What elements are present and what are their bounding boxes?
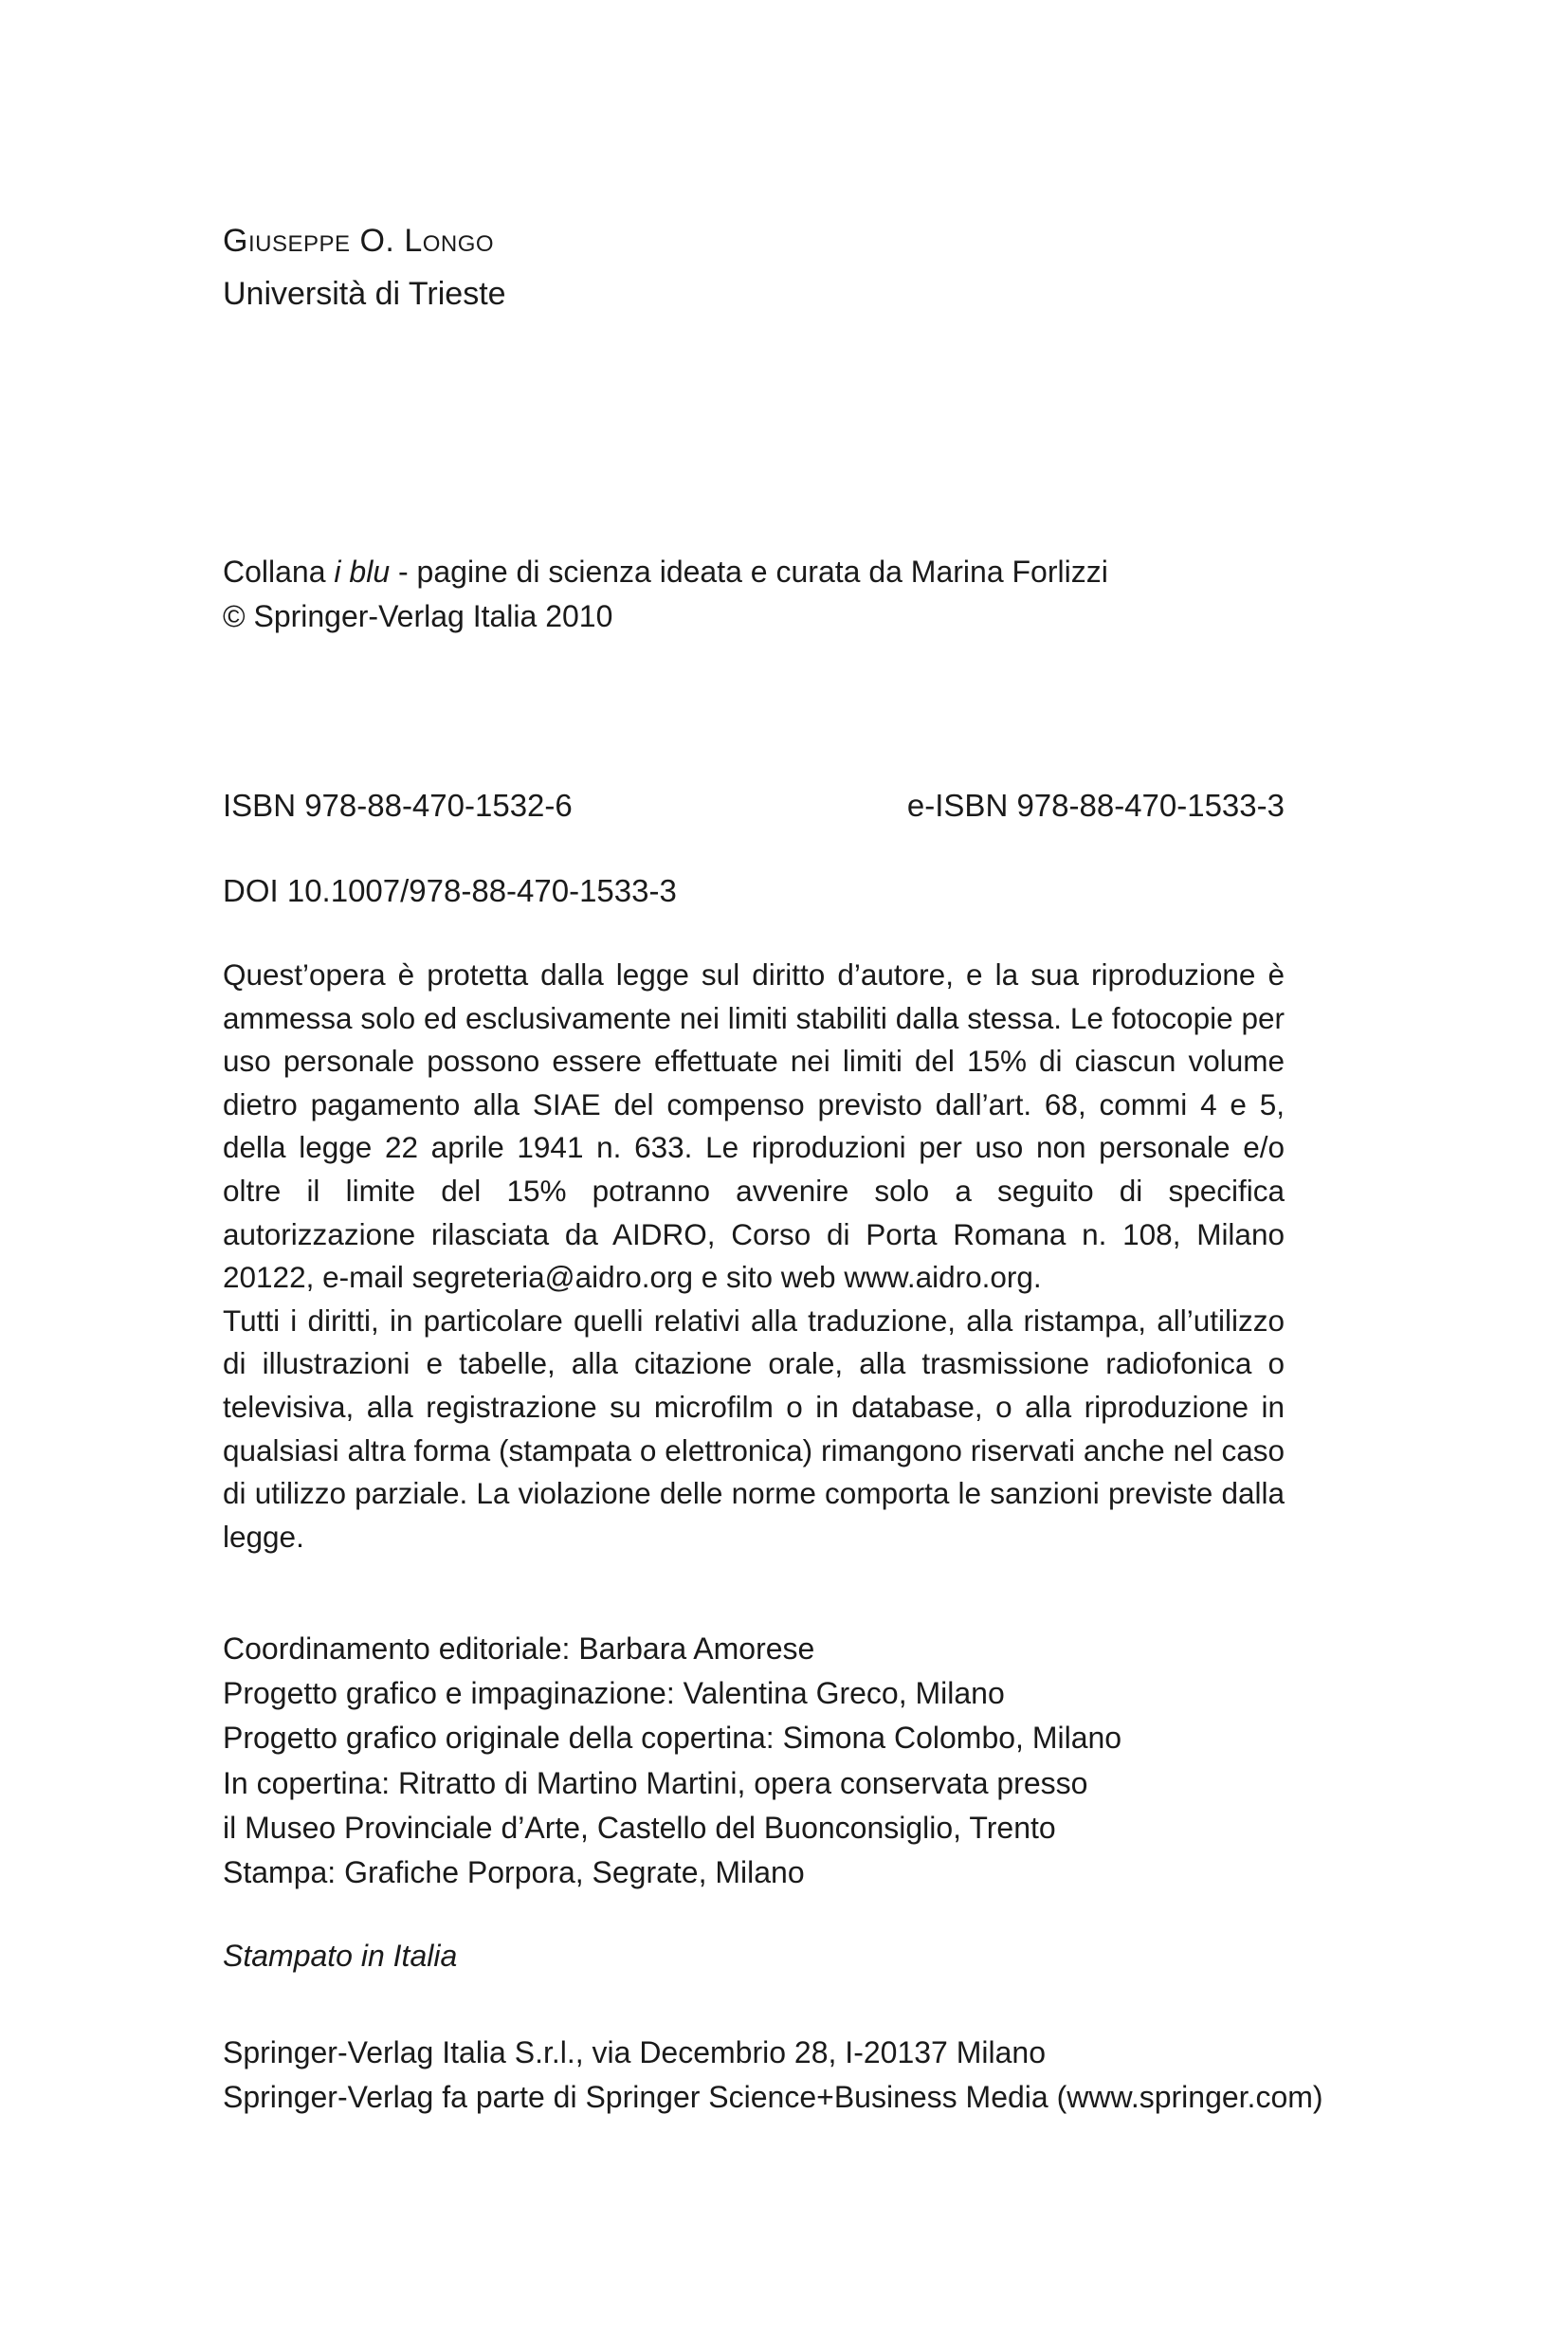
isbn: ISBN 978-88-470-1532-6 [223, 788, 573, 823]
publisher-address: Springer-Verlag Italia S.r.l., via Decembrio 28, I-20137 Milano [223, 2035, 1046, 2069]
series-name: i blu [334, 555, 391, 589]
author-affiliation: Università di Trieste [223, 276, 506, 312]
doi-block [223, 868, 1285, 913]
credit-line: Progetto grafico originale della copertina: Simona Colombo, Milano [223, 1721, 1122, 1756]
credit-line: Stampa: Grafiche Porpora, Segrate, Milano [223, 1855, 805, 1890]
credits-block [223, 1627, 1285, 1895]
credit-line: il Museo Provinciale d’Arte, Castello del Buonconsiglio, Trento [223, 1810, 1056, 1845]
doi: DOI 10.1007/978-88-470-1533-3 [223, 873, 677, 908]
author-block [223, 216, 1285, 319]
credit-line: Coordinamento editoriale: Barbara Amorese [223, 1631, 815, 1666]
printed-in-block [223, 1934, 1285, 1978]
legal-paragraph-2: Tutti i diritti, in particolare quelli relativi alla traduzione, alla ristampa, all’utilizzo di illustrazioni e tabelle, alla citazione orale, alla trasmissione radiofonica o televisiva, alla registrazione su microfilm o in database, o alla riproduzione in qualsiasi altra forma (stampata o elettronica) rimangono riservati anche nel caso di utilizzo parziale. La violazione delle norme comporta le sanzioni previste dalla legge. [223, 1303, 1285, 1554]
credit-line: Progetto grafico e impaginazione: Valentina Greco, Milano [223, 1676, 1005, 1711]
publisher-block [223, 2031, 1323, 2120]
legal-notice [223, 954, 1285, 1558]
e-isbn: e-ISBN 978-88-470-1533-3 [906, 788, 1285, 823]
copyright-line: © Springer-Verlag Italia 2010 [223, 599, 613, 633]
series-block [223, 550, 1285, 639]
series-line: Collana i blu - pagine di scienza ideata e curata da Marina Forlizzi [223, 555, 1108, 589]
credit-line: In copertina: Ritratto di Martino Martini, opera conservata presso [223, 1765, 1088, 1800]
isbn-row [223, 783, 1285, 828]
legal-paragraph-1: Quest’opera è protetta dalla legge sul diritto d’autore, e la sua riproduzione è ammessa solo ed esclusivamente nei limiti stabiliti dalla stessa. Le fotocopie per uso personale possono essere effettuate nei limiti del 15% di ciascun volume dietro pagamento alla SIAE del compenso previsto dall’art. 68, commi 4 e 5, della legge 22 aprile 1941 n. 633. Le riproduzioni per uso non personale e/o oltre il limite del 15% potranno avvenire solo a seguito di specifica autorizzazione rilasciata da AIDRO, Corso di Porta Romana n. 108, Milano 20122, e-mail segreteria@aidro.org e sito web www.aidro.org. [223, 957, 1285, 1295]
publisher-membership: Springer-Verlag fa parte di Springer Science+Business Media (www.springer.com) [223, 2080, 1323, 2114]
printed-in: Stampato in Italia [223, 1939, 458, 1973]
author-name: GIUSEPPE O. LONGO [223, 223, 495, 259]
